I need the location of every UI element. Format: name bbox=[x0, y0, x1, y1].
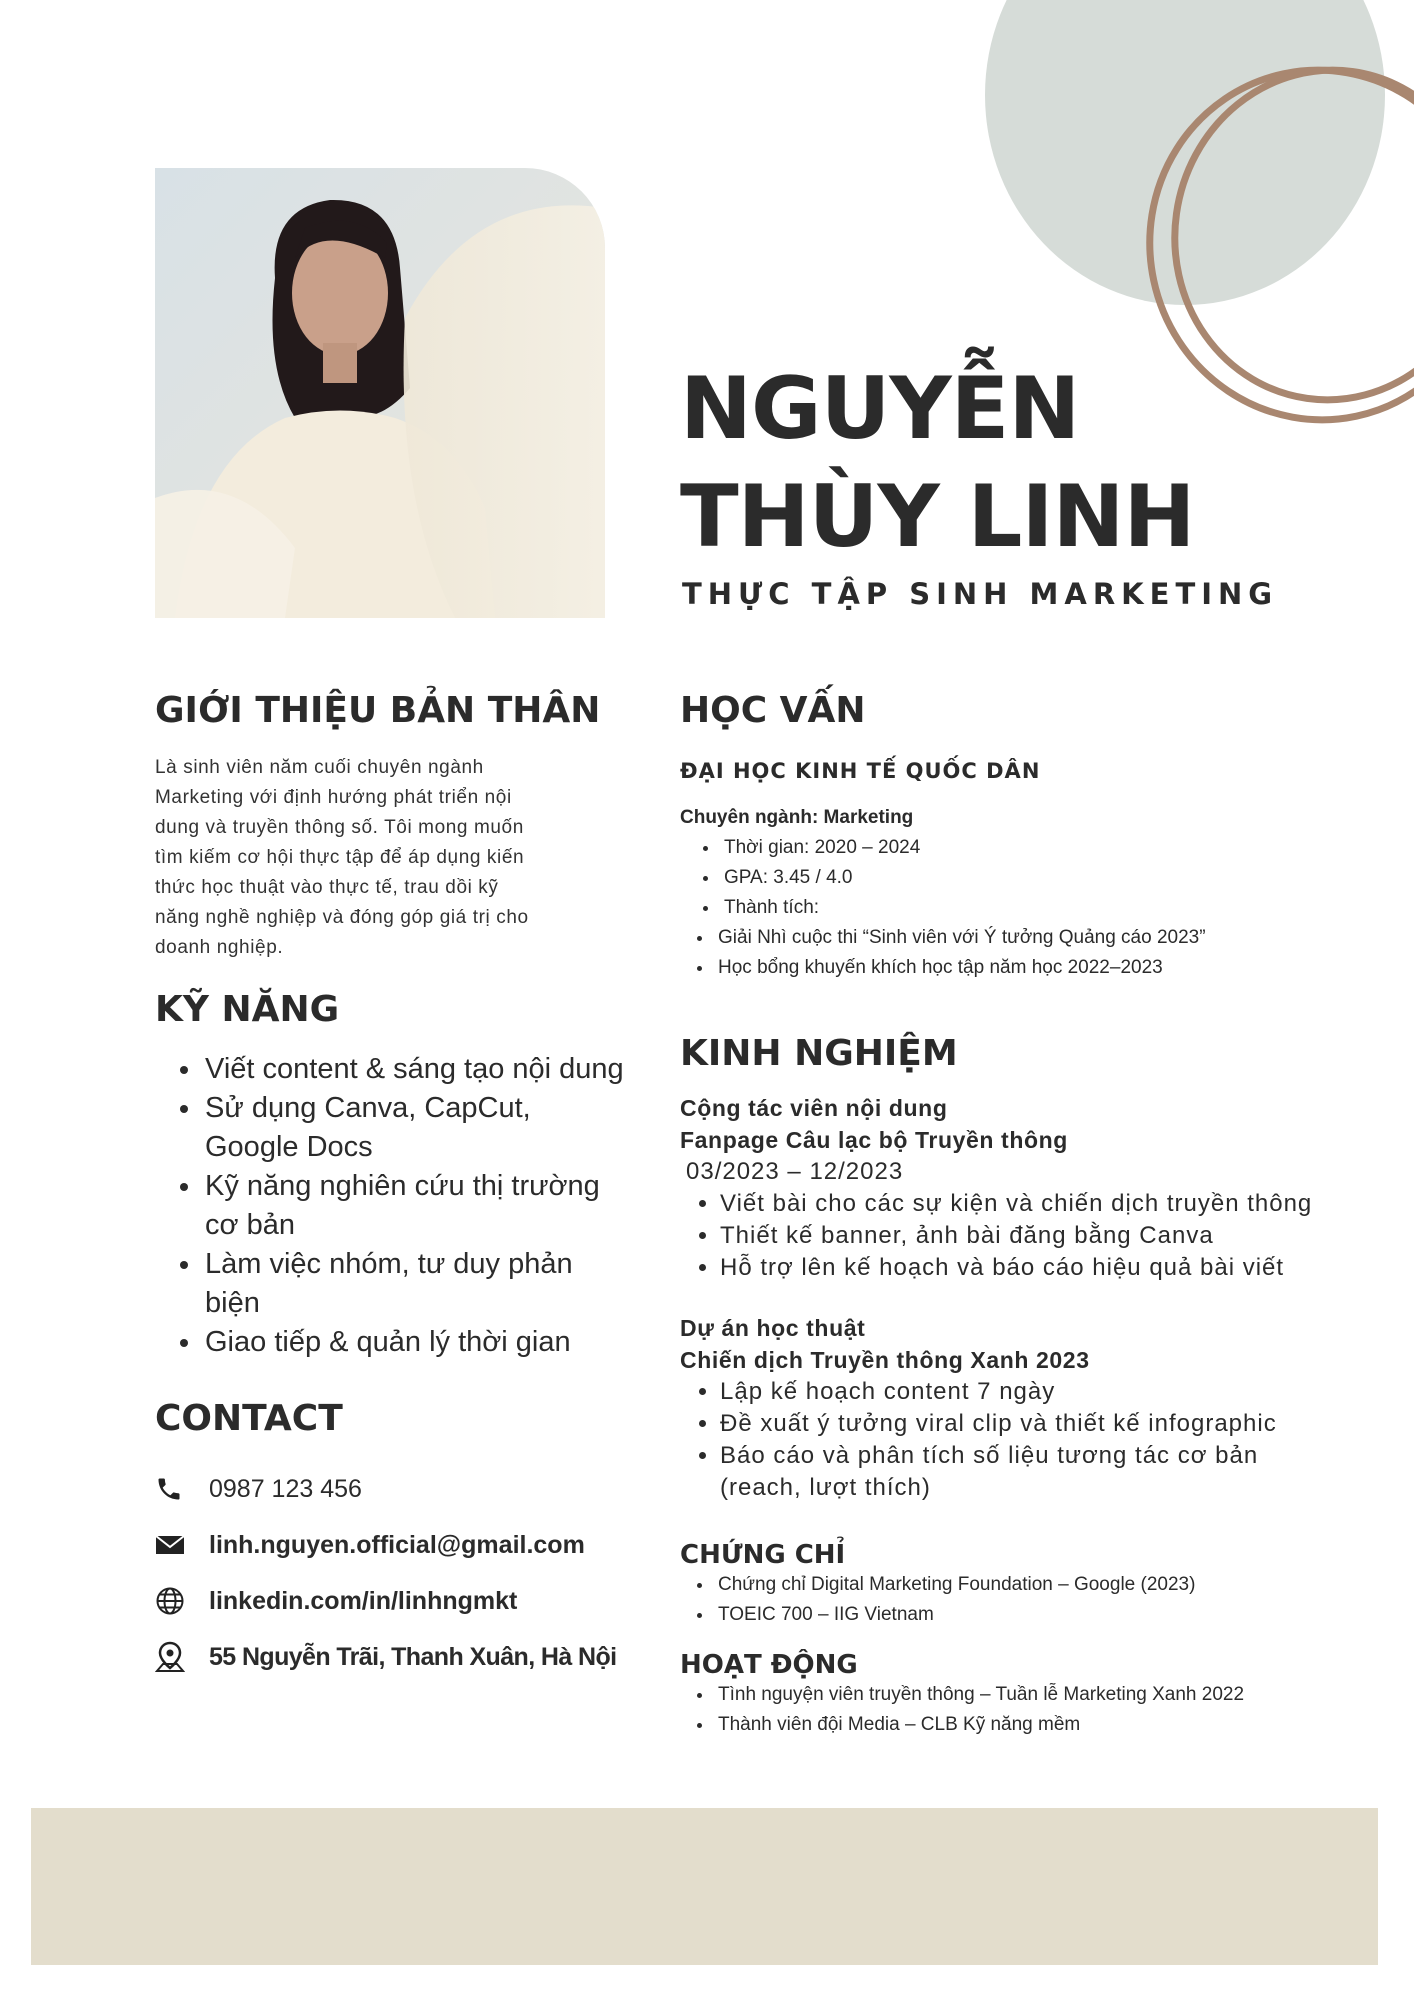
experience-period: 03/2023 – 12/2023 bbox=[686, 1158, 904, 1185]
activity-item: • Thành viên đội Media – CLB Kỹ năng mềm bbox=[714, 1710, 1360, 1740]
task-item: • Viết bài cho các sự kiện và chiến dịch truyền thông bbox=[720, 1188, 1360, 1220]
about-line: tìm kiếm cơ hội thực tập để áp dụng kiến bbox=[155, 847, 525, 868]
skill-item: • Giao tiếp & quản lý thời gian bbox=[203, 1323, 625, 1362]
skill-item: • Kỹ năng nghiên cứu thị trường cơ bản bbox=[203, 1167, 625, 1245]
phone-icon bbox=[155, 1475, 209, 1503]
contact-email bbox=[155, 1517, 625, 1573]
task-item: • Hỗ trợ lên kế hoạch và báo cáo hiệu quả bài viết bbox=[720, 1252, 1360, 1284]
about-text bbox=[155, 753, 625, 963]
task-item: • Báo cáo và phân tích số liệu tương tác cơ bản (reach, lượt thích) bbox=[720, 1440, 1360, 1504]
skill-item: • Làm việc nhóm, tư duy phản biện bbox=[203, 1245, 625, 1323]
candidate-name bbox=[680, 355, 1194, 571]
contact-address bbox=[155, 1629, 625, 1685]
skills-list bbox=[155, 1050, 625, 1362]
task-item: • Lập kế hoạch content 7 ngày bbox=[720, 1376, 1360, 1408]
skills-heading: KỸ NĂNG bbox=[155, 989, 340, 1030]
task-item: • Đề xuất ý tưởng viral clip và thiết kế infographic bbox=[720, 1408, 1360, 1440]
activities-list bbox=[680, 1680, 1360, 1740]
experience-role: Cộng tác viên nội dung bbox=[680, 1095, 948, 1121]
about-line: thức học thuật vào thực tế, trau dồi kỹ bbox=[155, 877, 499, 898]
experience-item bbox=[680, 1092, 1360, 1284]
contact-linkedin bbox=[155, 1573, 625, 1629]
certificate-item: • TOEIC 700 – IIG Vietnam bbox=[714, 1600, 1360, 1630]
achievement-item: • Giải Nhì cuộc thi “Sinh viên với Ý tưởng Quảng cáo 2023” bbox=[714, 923, 1360, 953]
experience-tasks bbox=[680, 1376, 1360, 1504]
achievements-list bbox=[680, 923, 1360, 983]
certificates-list bbox=[680, 1570, 1360, 1630]
address: 55 Nguyễn Trãi, Thanh Xuân, Hà Nội bbox=[209, 1642, 617, 1671]
certificate-item: • Chứng chỉ Digital Marketing Foundation – Google (2023) bbox=[714, 1570, 1360, 1600]
contact-heading: CONTACT bbox=[155, 1398, 343, 1439]
globe-icon bbox=[155, 1586, 209, 1616]
about-heading: GIỚI THIỆU BẢN THÂN bbox=[155, 690, 601, 731]
achievement-item: • Học bổng khuyến khích học tập năm học 2022–2023 bbox=[714, 953, 1360, 983]
job-title: THỰC TẬP SINH MARKETING bbox=[682, 577, 1279, 611]
contact-phone bbox=[155, 1461, 625, 1517]
school-name: ĐẠI HỌC KINH TẾ QUỐC DÂN bbox=[680, 759, 1041, 783]
skill-item: • Viết content & sáng tạo nội dung bbox=[203, 1050, 625, 1089]
activity-item: • Tình nguyện viên truyền thông – Tuần lễ Marketing Xanh 2022 bbox=[714, 1680, 1360, 1710]
task-item: • Thiết kế banner, ảnh bài đăng bằng Canva bbox=[720, 1220, 1360, 1252]
experience-org: Chiến dịch Truyền thông Xanh 2023 bbox=[680, 1347, 1090, 1373]
activities-heading: HOẠT ĐỘNG bbox=[680, 1650, 858, 1680]
experience-org: Fanpage Câu lạc bộ Truyền thông bbox=[680, 1127, 1068, 1153]
experience-tasks bbox=[680, 1188, 1360, 1284]
experience-item bbox=[680, 1312, 1360, 1504]
mail-icon bbox=[155, 1534, 209, 1556]
about-line: Marketing với định hướng phát triển nội bbox=[155, 787, 512, 808]
about-line: dung và truyền thông số. Tôi mong muốn bbox=[155, 817, 524, 838]
profile-photo bbox=[155, 168, 605, 618]
name-line-2: THÙY LINH bbox=[680, 467, 1195, 567]
experience-role: Dự án học thuật bbox=[680, 1315, 866, 1341]
name-line-1: NGUYỄN bbox=[680, 359, 1080, 459]
about-line: năng nghề nghiệp và đóng góp giá trị cho bbox=[155, 907, 529, 928]
location-pin-icon bbox=[155, 1641, 209, 1673]
phone-number[interactable]: 0987 123 456 bbox=[209, 1474, 362, 1503]
about-line: Là sinh viên năm cuối chuyên ngành bbox=[155, 757, 484, 778]
certificates-heading: CHỨNG CHỈ bbox=[680, 1540, 846, 1570]
footer-band bbox=[31, 1808, 1378, 1965]
experience-heading: KINH NGHIỆM bbox=[680, 1033, 958, 1074]
email-address[interactable]: linh.nguyen.official@gmail.com bbox=[209, 1530, 585, 1559]
education-detail: • Thời gian: 2020 – 2024 bbox=[720, 833, 1360, 863]
education-details bbox=[680, 833, 1360, 923]
education-detail: • GPA: 3.45 / 4.0 bbox=[720, 863, 1360, 893]
left-column bbox=[155, 690, 625, 1685]
major: Chuyên ngành: Marketing bbox=[680, 807, 914, 828]
skill-item: • Sử dụng Canva, CapCut, Google Docs bbox=[203, 1089, 625, 1167]
about-line: doanh nghiệp. bbox=[155, 937, 284, 958]
education-heading: HỌC VẤN bbox=[680, 690, 866, 731]
education-detail: • Thành tích: bbox=[720, 893, 1360, 923]
right-column bbox=[680, 690, 1360, 1740]
linkedin-url[interactable]: linkedin.com/in/linhngmkt bbox=[209, 1586, 518, 1615]
